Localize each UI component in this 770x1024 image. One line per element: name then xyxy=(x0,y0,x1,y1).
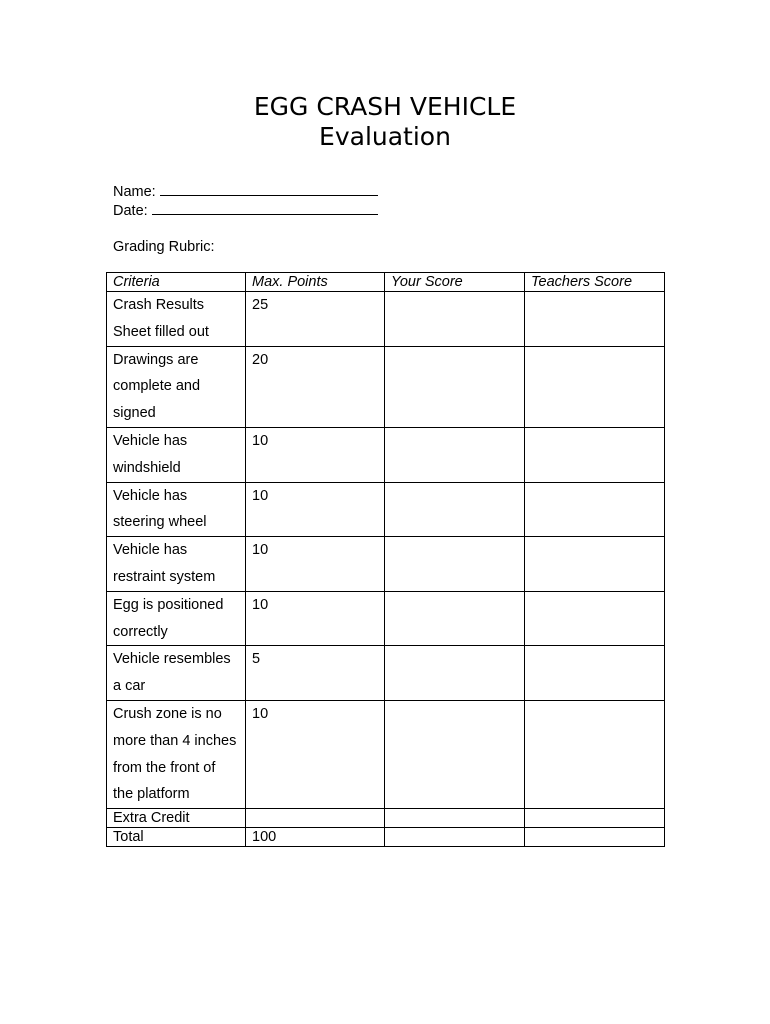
page-title xyxy=(0,92,770,152)
max-points-cell: 10 xyxy=(246,700,385,808)
teachers-score-cell[interactable] xyxy=(525,809,665,828)
criteria-cell: Vehicle has restraint system xyxy=(107,537,246,592)
table-row xyxy=(107,591,665,646)
max-points-cell: 10 xyxy=(246,537,385,592)
grading-rubric-label: Grading Rubric: xyxy=(113,239,215,255)
table-row xyxy=(107,700,665,808)
criteria-cell: Egg is positioned correctly xyxy=(107,591,246,646)
max-points-cell xyxy=(246,809,385,828)
max-points-cell: 25 xyxy=(246,292,385,347)
your-score-cell[interactable] xyxy=(385,828,525,847)
teachers-score-cell[interactable] xyxy=(525,537,665,592)
teachers-score-cell[interactable] xyxy=(525,591,665,646)
your-score-cell[interactable] xyxy=(385,537,525,592)
criteria-cell: Total xyxy=(107,828,246,847)
your-score-cell[interactable] xyxy=(385,591,525,646)
table-row xyxy=(107,427,665,482)
max-points-cell: 5 xyxy=(246,646,385,701)
teachers-score-cell[interactable] xyxy=(525,292,665,347)
your-score-cell[interactable] xyxy=(385,482,525,537)
your-score-cell[interactable] xyxy=(385,346,525,427)
name-field xyxy=(113,183,378,201)
table-header-row xyxy=(107,273,665,292)
criteria-cell: Vehicle has windshield xyxy=(107,427,246,482)
criteria-cell: Crush zone is no more than 4 inches from the front of the platform xyxy=(107,700,246,808)
teachers-score-cell[interactable] xyxy=(525,346,665,427)
max-points-cell: 10 xyxy=(246,427,385,482)
criteria-cell: Vehicle has steering wheel xyxy=(107,482,246,537)
table-row xyxy=(107,537,665,592)
max-points-cell: 10 xyxy=(246,482,385,537)
your-score-cell[interactable] xyxy=(385,427,525,482)
table-row xyxy=(107,828,665,847)
max-points-cell: 10 xyxy=(246,591,385,646)
your-score-cell[interactable] xyxy=(385,700,525,808)
date-blank-line[interactable] xyxy=(152,202,378,215)
title-line-2: Evaluation xyxy=(319,122,451,151)
max-points-cell: 20 xyxy=(246,346,385,427)
table-row xyxy=(107,292,665,347)
date-field xyxy=(113,202,378,220)
criteria-cell: Drawings are complete and signed xyxy=(107,346,246,427)
criteria-cell: Vehicle resembles a car xyxy=(107,646,246,701)
teachers-score-cell[interactable] xyxy=(525,482,665,537)
table-row xyxy=(107,346,665,427)
teachers-score-cell[interactable] xyxy=(525,700,665,808)
header-teachers-score: Teachers Score xyxy=(525,273,665,292)
header-criteria: Criteria xyxy=(107,273,246,292)
header-max-points: Max. Points xyxy=(246,273,385,292)
date-label: Date: xyxy=(113,203,148,219)
grading-rubric-table xyxy=(106,272,665,847)
table-row xyxy=(107,646,665,701)
criteria-cell: Crash Results Sheet filled out xyxy=(107,292,246,347)
your-score-cell[interactable] xyxy=(385,809,525,828)
teachers-score-cell[interactable] xyxy=(525,828,665,847)
name-label: Name: xyxy=(113,184,156,200)
table-row xyxy=(107,482,665,537)
criteria-cell: Extra Credit xyxy=(107,809,246,828)
max-points-cell: 100 xyxy=(246,828,385,847)
header-your-score: Your Score xyxy=(385,273,525,292)
name-blank-line[interactable] xyxy=(160,183,378,196)
teachers-score-cell[interactable] xyxy=(525,427,665,482)
title-line-1: EGG CRASH VEHICLE xyxy=(253,92,517,121)
teachers-score-cell[interactable] xyxy=(525,646,665,701)
your-score-cell[interactable] xyxy=(385,292,525,347)
your-score-cell[interactable] xyxy=(385,646,525,701)
table-row xyxy=(107,809,665,828)
